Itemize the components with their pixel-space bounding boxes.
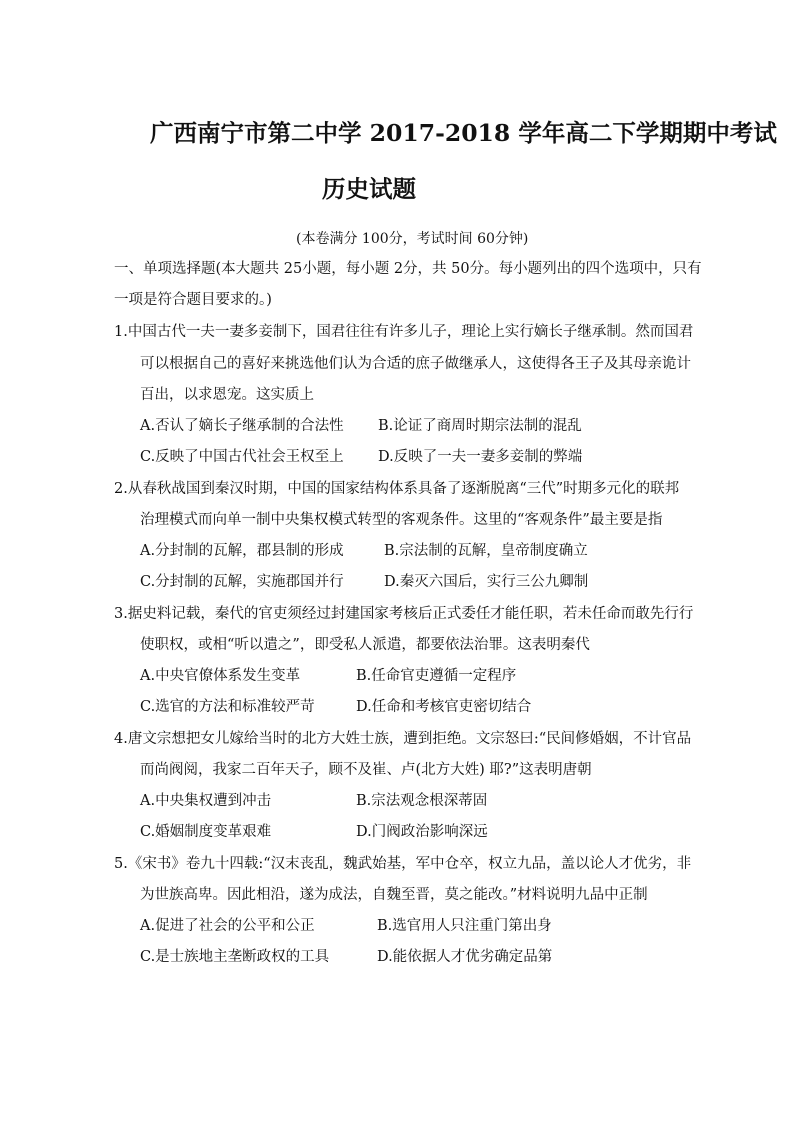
question-2-option-a: A.分封制的瓦解，郡县制的形成 (140, 543, 344, 559)
question-2-option-b: B.宗法制的瓦解，皇帝制度确立 (384, 543, 588, 559)
question-1-line-2: 可以根据自己的喜好来挑选他们认为合适的庶子做继承人，这使得各王子及其母亲诡计 (140, 356, 691, 372)
question-1-option-a: A.否认了嫡长子继承制的合法性 (140, 418, 344, 434)
question-4-option-c: C.婚姻制度变革艰难 (140, 824, 272, 840)
question-1-line-1: 1.中国古代一夫一妻多妾制下，国君往往有许多儿子，理论上实行嫡长子继承制。然而国君 (114, 324, 694, 340)
question-3-option-c: C.选官的方法和标准较严苛 (140, 699, 315, 715)
question-4-option-b: B.宗法观念根深蒂固 (356, 793, 488, 809)
question-1-option-c: C.反映了中国古代社会王权至上 (140, 449, 344, 465)
exam-subtitle: 历史试题 (322, 175, 416, 203)
question-4-line-1: 4.唐文宗想把女儿嫁给当时的北方大姓士族，遭到拒绝。文宗怒曰:“民间修婚姻，不计官品 (114, 731, 692, 747)
question-5-option-d: D.能依据人才优劣确定品第 (377, 949, 553, 965)
section-heading-line-2: 一项是符合题目要求的。) (114, 292, 272, 308)
question-5-option-c: C.是士族地主垄断政权的工具 (140, 949, 330, 965)
question-3-option-d: D.任命和考核官吏密切结合 (356, 699, 532, 715)
question-5-line-2: 为世族高卑。因此相沿，遂为成法，自魏至晋，莫之能改。”材料说明九品中正制 (140, 887, 648, 903)
question-1-line-3: 百出，以求恩宠。这实质上 (140, 387, 314, 403)
question-2-line-2: 治理模式而向单一制中央集权模式转型的客观条件。这里的“客观条件”最主要是指 (140, 512, 663, 528)
question-4-option-a: A.中央集权遭到冲击 (140, 793, 272, 809)
question-1-option-b: B.论证了商周时期宗法制的混乱 (378, 418, 582, 434)
question-5-option-b: B.选官用人只注重门第出身 (377, 918, 552, 934)
question-3-option-b: B.任命官吏遵循一定程序 (356, 668, 517, 684)
question-1-option-d: D.反映了一夫一妻多妾制的弊端 (378, 449, 583, 465)
question-3-line-1: 3.据史料记载，秦代的官吏须经过封建国家考核后正式委任才能任职，若未任命而敢先行行 (114, 606, 694, 622)
question-2-line-1: 2.从春秋战国到秦汉时期，中国的国家结构体系具备了逐渐脱离“三代”时期多元化的联邦 (114, 481, 680, 497)
question-3-option-a: A.中央官僚体系发生变革 (140, 668, 301, 684)
question-3-line-2: 使职权，或相“听以遣之”，即受私人派遣，都要依法治罪。这表明秦代 (140, 637, 590, 653)
section-heading-line-1: 一、单项选择题(本大题共 25小题，每小题 2分，共 50分。每小题列出的四个选项中，只有 (114, 261, 702, 277)
question-5-option-a: A.促进了社会的公平和公正 (140, 918, 315, 934)
exam-note: (本卷满分 100分，考试时间 60分钟) (296, 231, 529, 247)
question-4-option-d: D.门阀政治影响深远 (356, 824, 488, 840)
question-4-line-2: 而尚阀阅，我家二百年天子，顾不及崔、卢(北方大姓) 耶?”这表明唐朝 (140, 762, 592, 778)
exam-title: 广西南宁市第二中学 2017-2018 学年高二下学期期中考试 (150, 119, 777, 147)
question-5-line-1: 5.《宋书》卷九十四载:“汉末丧乱，魏武始基，军中仓卒，权立九品，盖以论人才优劣，非 (114, 856, 692, 872)
question-2-option-c: C.分封制的瓦解，实施郡国并行 (140, 574, 344, 590)
question-2-option-d: D.秦灭六国后，实行三公九卿制 (384, 574, 589, 590)
